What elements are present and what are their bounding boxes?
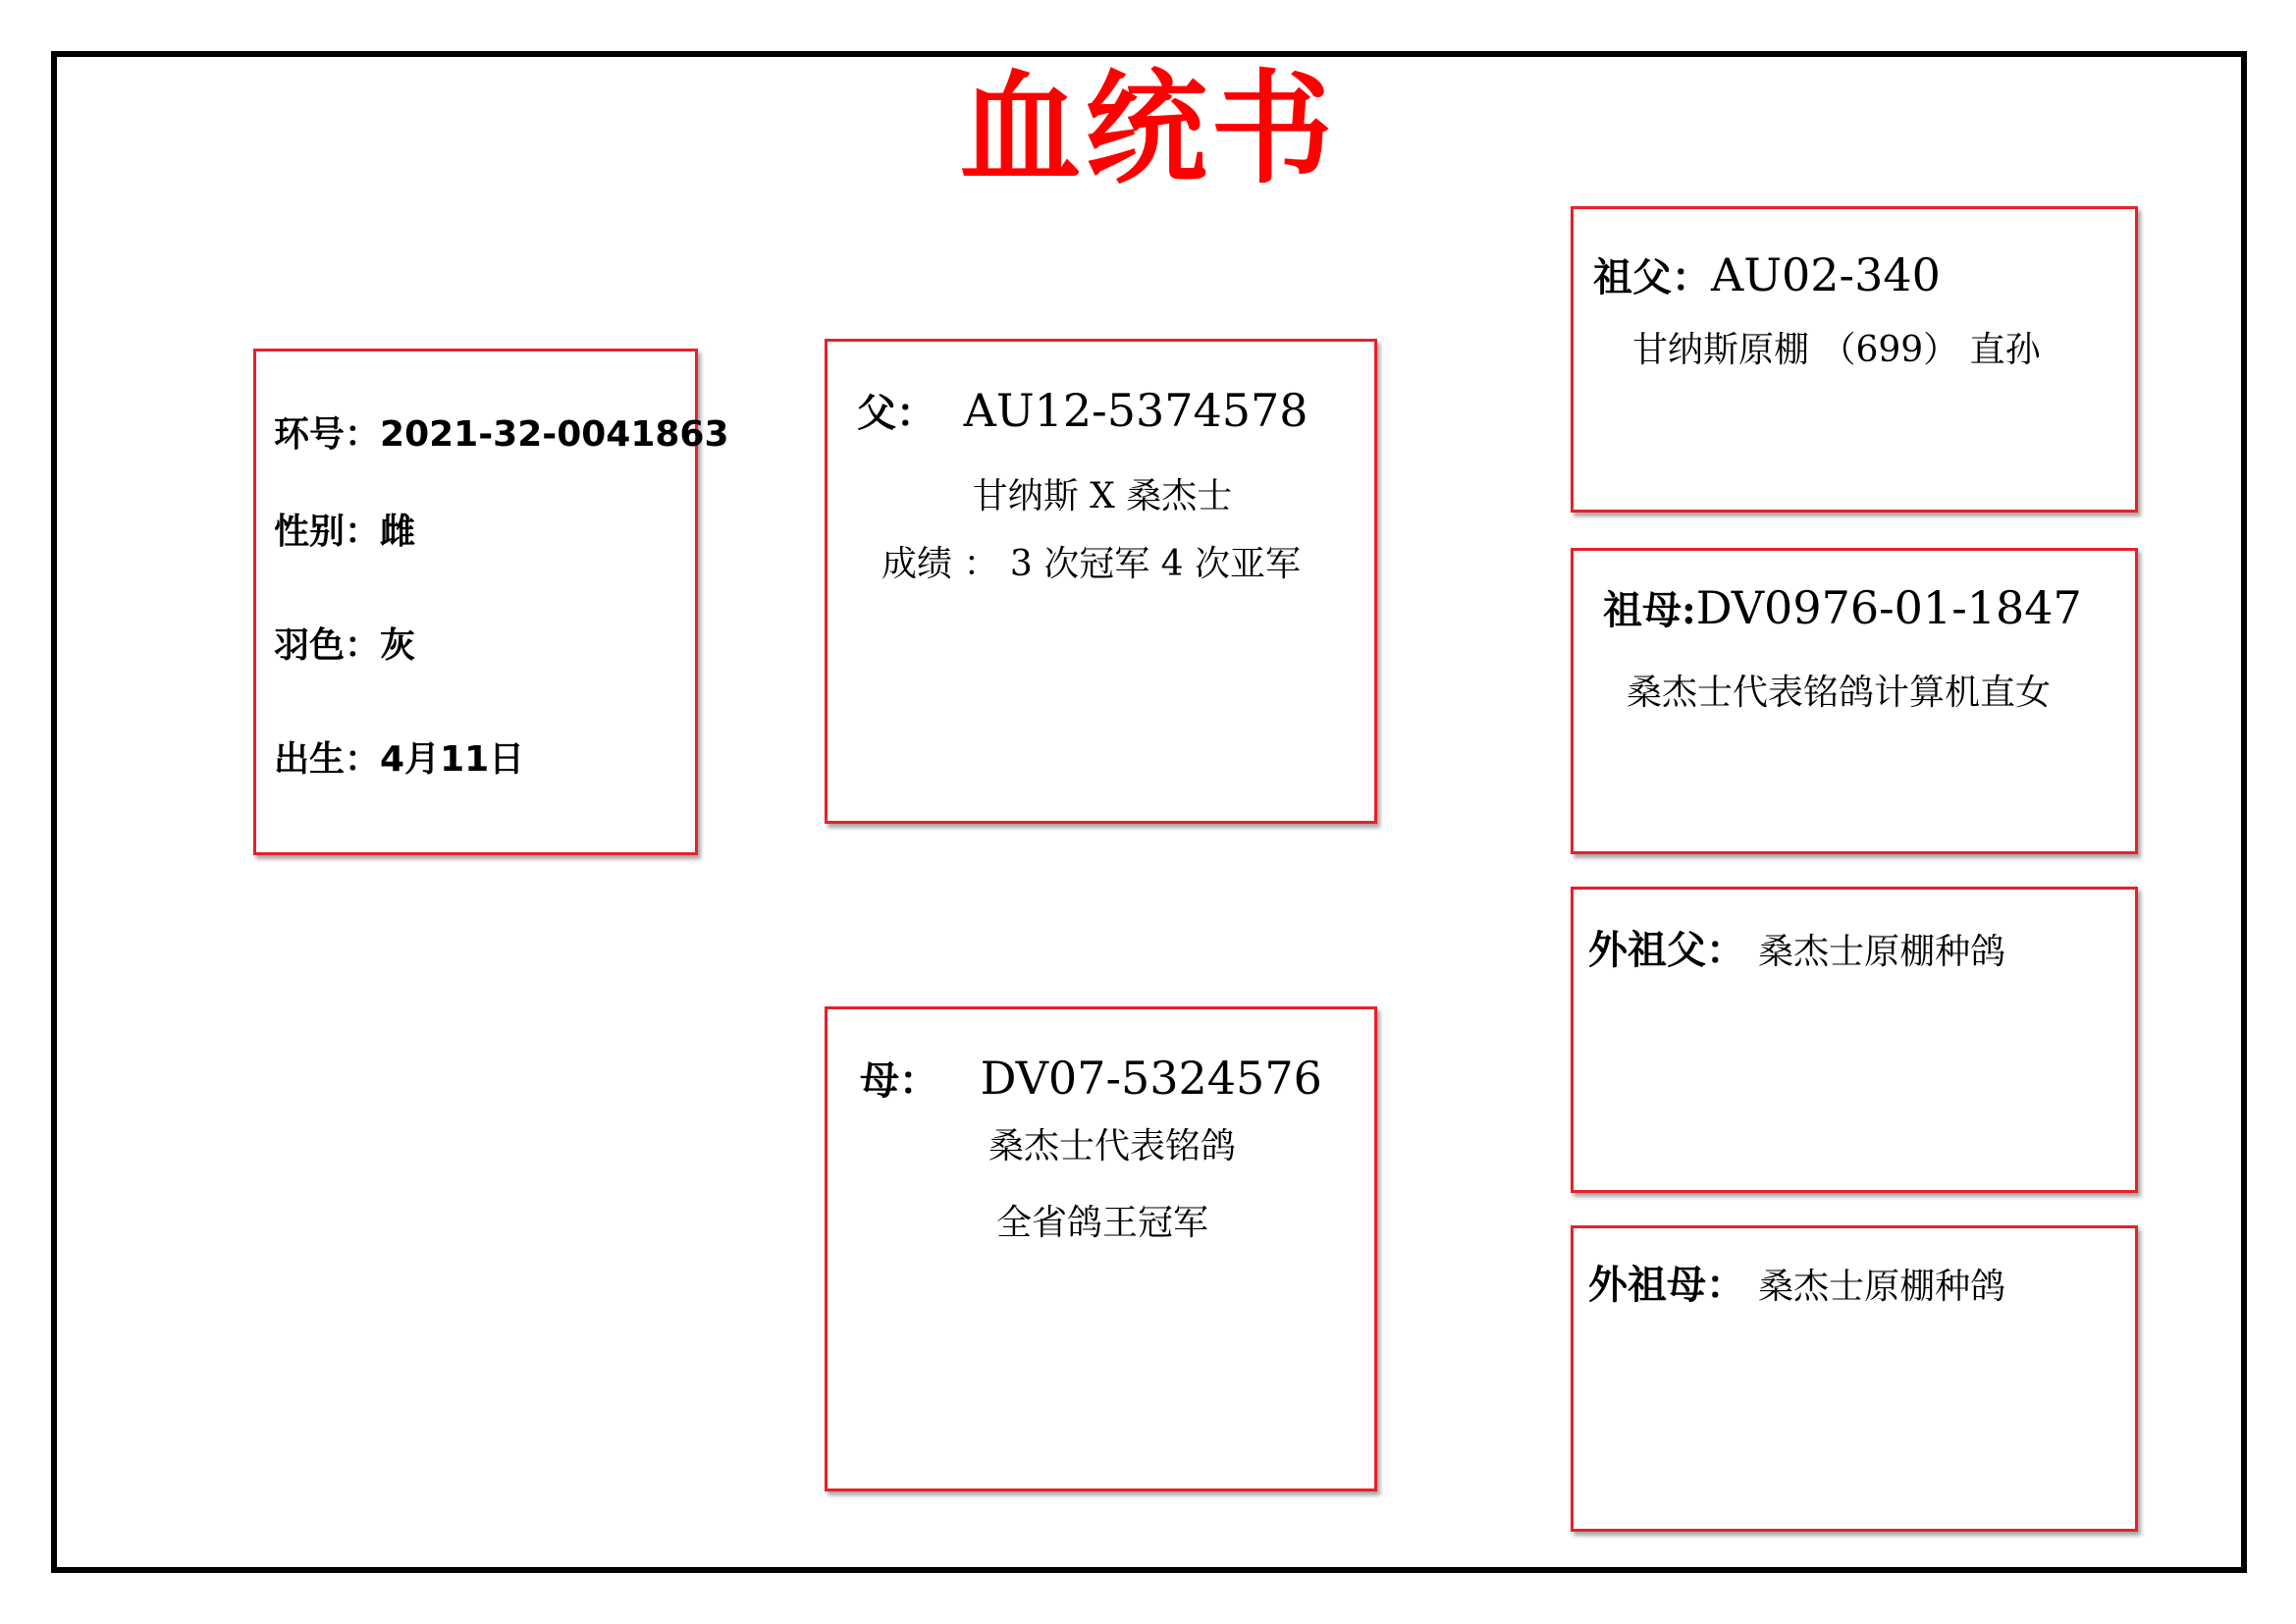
dam-line1: 桑杰士代表铭鸽 <box>988 1126 1237 1166</box>
birth-value: 4月11日 <box>380 739 525 780</box>
birth-label: 出生： <box>274 739 381 780</box>
maternal-grandsire-box <box>1571 887 2138 1193</box>
bird-info-box <box>253 349 729 855</box>
granddam-ring: DV0976-01-1847 <box>1695 581 2082 634</box>
page-title: 血统书 <box>959 59 1337 200</box>
dam-line2: 全省鸽王冠军 <box>996 1203 1209 1243</box>
sex-value: 雌 <box>380 512 416 552</box>
ring-label: 环号： <box>274 414 381 455</box>
sex-row <box>274 513 415 552</box>
ring-value: 2021-32-0041863 <box>380 414 729 455</box>
birth-row <box>274 740 524 780</box>
color-label: 羽色： <box>274 625 381 666</box>
grandsire-heading <box>1593 250 1941 300</box>
granddam-box <box>1571 548 2138 854</box>
maternal-granddam-label: 外祖母： <box>1588 1262 1745 1308</box>
sire-label: 父： <box>857 390 935 436</box>
sire-ring: AU12-5374578 <box>963 384 1308 437</box>
ring-row <box>274 415 729 455</box>
dam-ring: DV07-5324576 <box>980 1052 1322 1105</box>
sire-box <box>825 339 1377 824</box>
color-row <box>274 626 415 666</box>
granddam-heading <box>1603 583 2082 633</box>
dam-box <box>825 1006 1377 1491</box>
sire-heading <box>857 386 1308 436</box>
dam-label: 母： <box>860 1057 938 1104</box>
granddam-label: 祖母: <box>1603 587 1696 633</box>
maternal-grandsire-row <box>1588 929 2005 972</box>
sire-line1: 甘纳斯 X 桑杰士 <box>972 476 1233 516</box>
maternal-granddam-row <box>1588 1264 2005 1307</box>
maternal-grandsire-value: 桑杰士原棚种鸽 <box>1758 932 2006 972</box>
grandsire-box <box>1571 206 2138 513</box>
maternal-granddam-value: 桑杰士原棚种鸽 <box>1758 1267 2006 1307</box>
dam-heading <box>860 1054 1322 1104</box>
grandsire-label: 祖父： <box>1593 254 1711 300</box>
grandsire-line1: 甘纳斯原棚 （699） 直孙 <box>1632 330 2041 370</box>
color-value: 灰 <box>380 625 416 666</box>
granddam-line1: 桑杰士代表铭鸽计算机直女 <box>1627 673 2052 713</box>
maternal-grandsire-label: 外祖父： <box>1588 927 1745 973</box>
sex-label: 性别： <box>274 512 381 552</box>
grandsire-ring: AU02-340 <box>1711 248 1941 301</box>
sire-line2: 成绩 ： 3 次冠军 4 次亚军 <box>881 544 1302 584</box>
maternal-granddam-box <box>1571 1225 2138 1532</box>
